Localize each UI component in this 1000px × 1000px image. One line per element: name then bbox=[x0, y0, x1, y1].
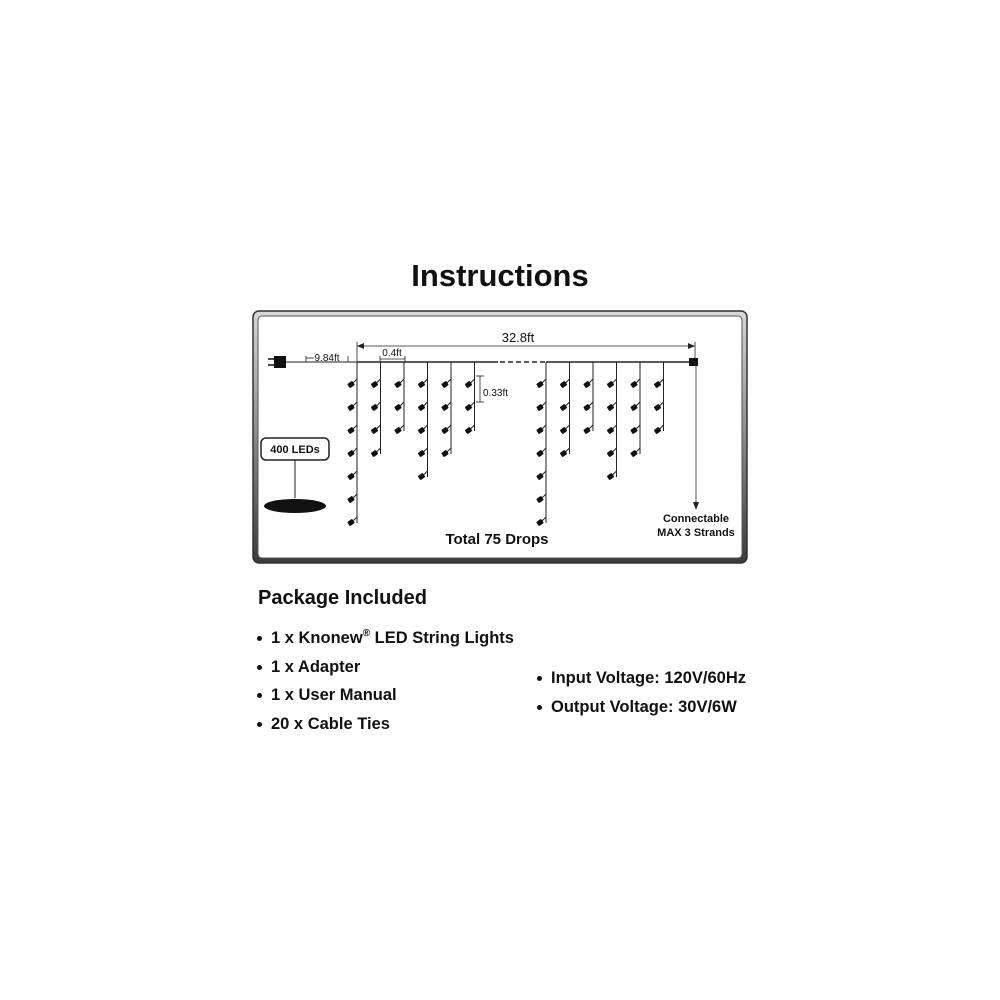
end-connector bbox=[689, 358, 698, 366]
package-list bbox=[257, 624, 514, 739]
connectable-label: Connectable bbox=[662, 513, 730, 525]
list-item: 1 x Adapter bbox=[257, 653, 514, 682]
spacing-label: 0.4ft bbox=[382, 348, 402, 359]
list-item: 1 x User Manual bbox=[257, 681, 514, 710]
diagram-panel bbox=[252, 310, 748, 564]
total-drops-label: Total 75 Drops bbox=[445, 531, 549, 548]
icicle-light-diagram bbox=[252, 310, 748, 564]
spotlight-ellipse bbox=[264, 499, 326, 513]
spec-item: Input Voltage: 120V/60Hz bbox=[537, 664, 746, 693]
lead-length-label: 9.84ft bbox=[314, 353, 340, 364]
list-item: 1 x Knonew® LED String Lights bbox=[257, 624, 514, 653]
length-label: 32.8ft bbox=[501, 330, 535, 345]
led-count-label: 400 LEDs bbox=[270, 444, 320, 456]
drop-height-label: 0.33ft bbox=[483, 388, 509, 399]
spec-list bbox=[537, 664, 746, 721]
package-title: Package Included bbox=[258, 587, 427, 609]
spec-item: Output Voltage: 30V/6W bbox=[537, 693, 746, 722]
list-item: 20 x Cable Ties bbox=[257, 710, 514, 739]
page-title: Instructions bbox=[411, 258, 589, 293]
max-strands-label: MAX 3 Strands bbox=[657, 527, 735, 539]
